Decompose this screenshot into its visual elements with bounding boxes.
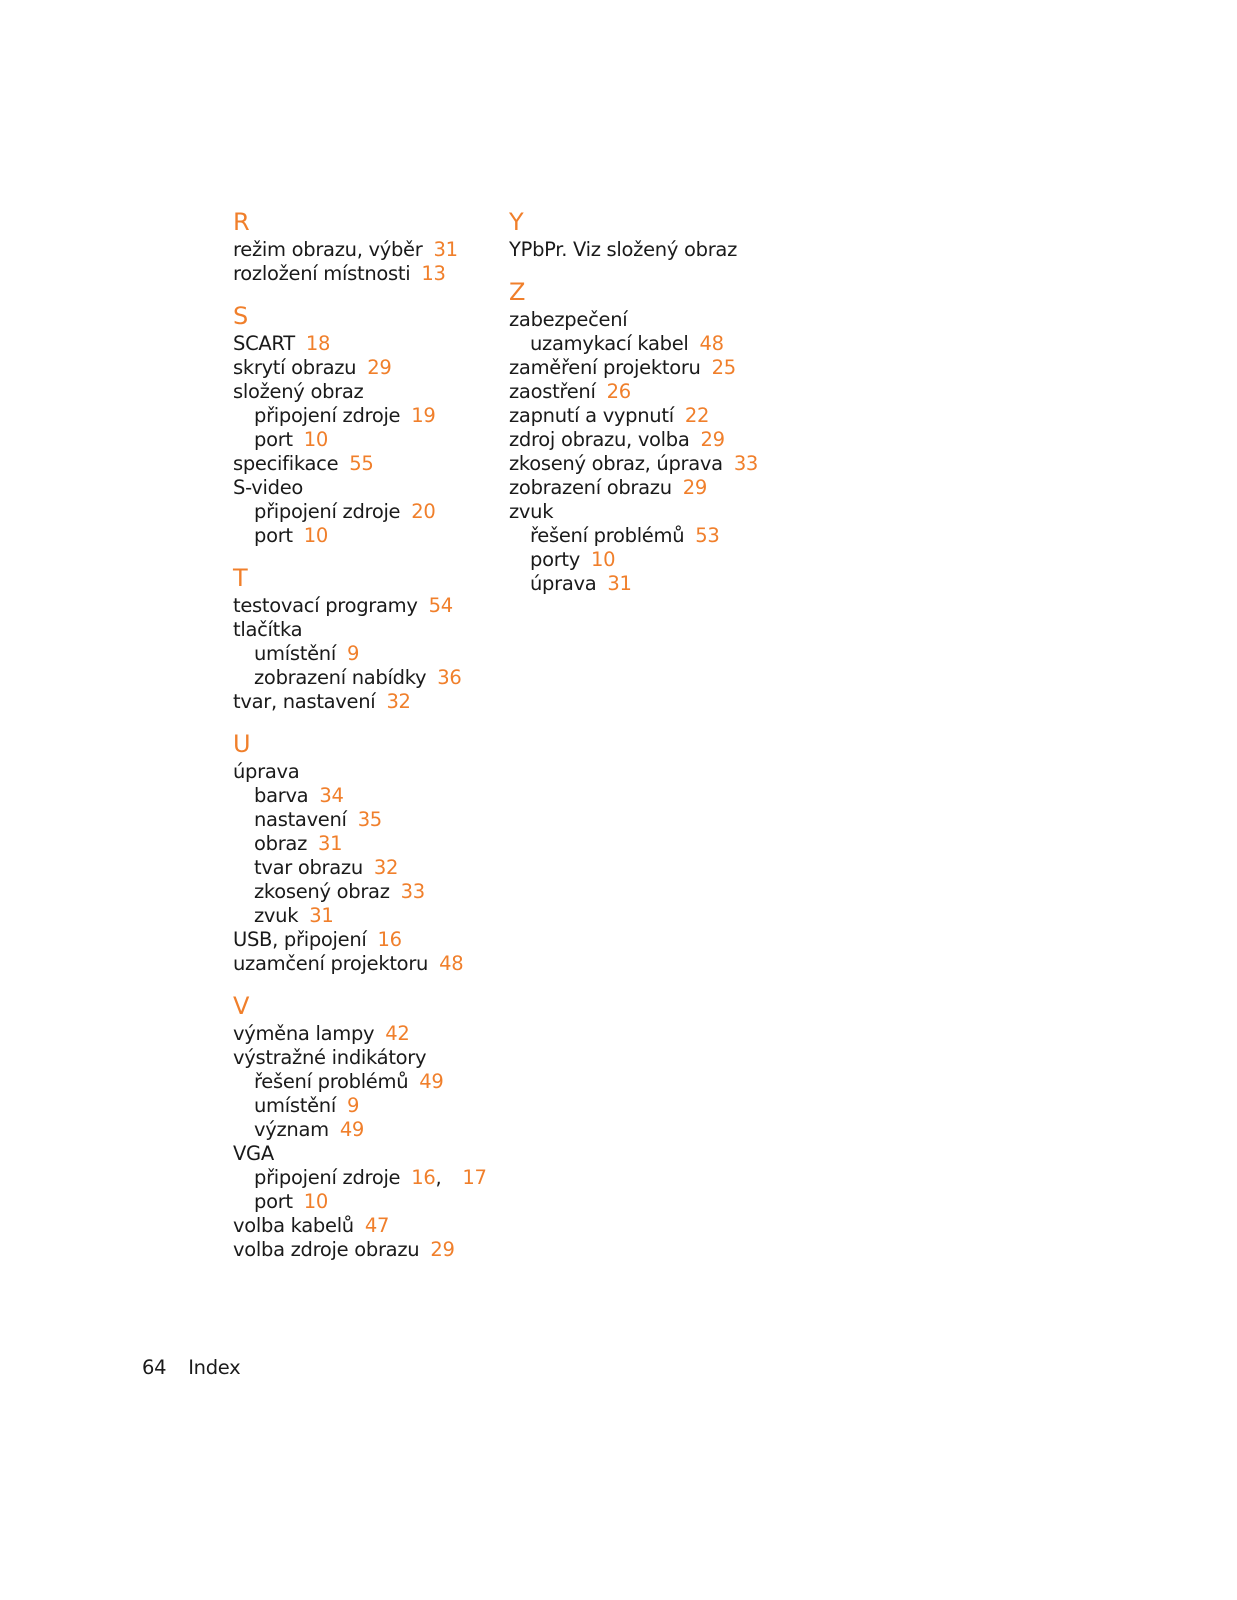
index-term: zvuk bbox=[509, 500, 554, 523]
index-term: zkosený obraz bbox=[254, 880, 390, 903]
index-entry bbox=[509, 404, 809, 428]
page-separator: , bbox=[435, 1166, 442, 1189]
index-subentry bbox=[233, 524, 498, 548]
page-reference-link[interactable]: 49 bbox=[339, 1118, 365, 1141]
page-reference-link[interactable]: 31 bbox=[318, 832, 343, 855]
index-entry bbox=[233, 476, 498, 500]
index-entry bbox=[233, 332, 498, 356]
page-reference-link[interactable]: 10 bbox=[591, 548, 616, 571]
index-entry bbox=[233, 1142, 498, 1166]
index-section-s bbox=[233, 302, 498, 548]
index-term: umístění bbox=[254, 642, 336, 665]
index-entry bbox=[233, 380, 498, 404]
index-entry bbox=[509, 238, 809, 262]
page-reference-link[interactable]: 47 bbox=[364, 1214, 390, 1237]
section-letter: Y bbox=[509, 208, 524, 236]
index-term: S-video bbox=[233, 476, 304, 499]
page-reference-link[interactable]: 29 bbox=[367, 356, 392, 379]
index-subentry bbox=[233, 808, 498, 832]
index-term: VGA bbox=[233, 1142, 274, 1165]
section-letter: Z bbox=[509, 278, 526, 306]
index-term: význam bbox=[254, 1118, 329, 1141]
index-term: uzamčení projektoru bbox=[233, 952, 429, 975]
index-term: USB, připojení bbox=[233, 928, 367, 951]
page-reference-link[interactable]: 31 bbox=[607, 572, 632, 595]
index-subentry bbox=[233, 1094, 498, 1118]
page-reference-link[interactable]: 19 bbox=[411, 404, 436, 427]
page-reference-link[interactable]: 16 bbox=[411, 1166, 436, 1189]
index-term: zdroj obrazu, volba bbox=[509, 428, 690, 451]
index-term: rozložení místnosti bbox=[233, 262, 411, 285]
index-subentry bbox=[509, 332, 809, 356]
page-reference-link[interactable]: 22 bbox=[684, 404, 710, 427]
page-reference-link[interactable]: 29 bbox=[700, 428, 725, 451]
index-subentry bbox=[233, 1190, 498, 1214]
index-entry bbox=[233, 952, 498, 976]
page-reference-link[interactable]: 32 bbox=[373, 856, 399, 879]
index-subentry bbox=[509, 572, 809, 596]
index-section-t bbox=[233, 564, 498, 714]
section-letter: S bbox=[233, 302, 249, 330]
index-term: port bbox=[254, 1190, 293, 1213]
index-term: YPbPr. Viz složený obraz bbox=[509, 238, 737, 261]
index-term: zkosený obraz, úprava bbox=[509, 452, 723, 475]
index-section-v bbox=[233, 992, 498, 1262]
index-term: umístění bbox=[254, 1094, 336, 1117]
index-entry bbox=[233, 928, 498, 952]
index-term: zobrazení obrazu bbox=[509, 476, 672, 499]
index-section-r bbox=[233, 208, 498, 286]
page-reference-link[interactable]: 29 bbox=[682, 476, 708, 499]
index-term: připojení zdroje bbox=[254, 1166, 401, 1189]
index-entry bbox=[509, 356, 809, 380]
page-reference-link[interactable]: 10 bbox=[303, 1190, 328, 1213]
index-entry bbox=[509, 380, 809, 404]
index-term: specifikace bbox=[233, 452, 339, 475]
page-reference-link[interactable]: 31 bbox=[309, 904, 334, 927]
page-reference-link[interactable]: 9 bbox=[346, 642, 360, 665]
index-entry bbox=[233, 262, 498, 286]
index-entry bbox=[233, 356, 498, 380]
section-letter: R bbox=[233, 208, 250, 236]
page-reference-link[interactable]: 53 bbox=[695, 524, 720, 547]
index-subentry bbox=[233, 666, 498, 690]
index-term: nastavení bbox=[254, 808, 347, 831]
section-letter: T bbox=[233, 564, 248, 592]
page-footer bbox=[142, 1356, 240, 1380]
index-term: připojení zdroje bbox=[254, 500, 401, 523]
index-subentry bbox=[233, 500, 498, 524]
index-term: výměna lampy bbox=[233, 1022, 375, 1045]
index-entry bbox=[233, 238, 498, 262]
index-term: úprava bbox=[530, 572, 597, 595]
page-reference-link[interactable]: 10 bbox=[303, 428, 328, 451]
page-reference-link[interactable]: 48 bbox=[439, 952, 464, 975]
index-term: tvar obrazu bbox=[254, 856, 363, 879]
page-reference-link[interactable]: 48 bbox=[699, 332, 724, 355]
index-subentry bbox=[233, 856, 498, 880]
page-reference-link[interactable]: 29 bbox=[430, 1238, 455, 1261]
index-column-left bbox=[233, 208, 498, 1278]
index-term: složený obraz bbox=[233, 380, 364, 403]
index-term: výstražné indikátory bbox=[233, 1046, 427, 1069]
index-term: skrytí obrazu bbox=[233, 356, 357, 379]
page-reference-link[interactable]: 16 bbox=[377, 928, 402, 951]
index-section-u bbox=[233, 730, 498, 976]
page-reference-link[interactable]: 31 bbox=[433, 238, 458, 261]
index-term: úprava bbox=[233, 760, 300, 783]
index-term: volba zdroje obrazu bbox=[233, 1238, 420, 1261]
index-entry bbox=[509, 500, 809, 524]
index-term: testovací programy bbox=[233, 594, 418, 617]
index-term: obraz bbox=[254, 832, 308, 855]
section-letter: U bbox=[233, 730, 251, 758]
page-reference-link[interactable]: 49 bbox=[419, 1070, 444, 1093]
page-reference-link[interactable]: 36 bbox=[437, 666, 462, 689]
page-reference-link[interactable]: 32 bbox=[386, 690, 411, 713]
index-term: port bbox=[254, 524, 293, 547]
index-entry bbox=[233, 760, 498, 784]
index-subentry bbox=[233, 428, 498, 452]
index-entry bbox=[233, 452, 498, 476]
index-term: SCART bbox=[233, 332, 295, 355]
index-entry bbox=[509, 452, 809, 476]
index-entry bbox=[233, 1022, 498, 1046]
index-entry bbox=[233, 594, 498, 618]
index-subentry bbox=[509, 548, 809, 572]
page-reference-link[interactable]: 13 bbox=[421, 262, 446, 285]
index-term: uzamykací kabel bbox=[530, 332, 689, 355]
page-reference-link[interactable]: 33 bbox=[733, 452, 759, 475]
page-reference-link[interactable]: 25 bbox=[711, 356, 736, 379]
page-reference-link[interactable]: 9 bbox=[346, 1094, 360, 1117]
page-reference-link[interactable]: 42 bbox=[385, 1022, 410, 1045]
index-entry bbox=[509, 476, 809, 500]
page-reference-link[interactable]: 18 bbox=[305, 332, 331, 355]
index-term: zobrazení nabídky bbox=[254, 666, 427, 689]
index-entry bbox=[233, 1046, 498, 1070]
index-subentry bbox=[233, 404, 498, 428]
index-section-z bbox=[509, 278, 809, 596]
index-entry bbox=[233, 1238, 498, 1262]
page-reference-link[interactable]: 35 bbox=[357, 808, 382, 831]
page-title: Index bbox=[188, 1356, 241, 1379]
index-subentry bbox=[233, 1166, 498, 1190]
index-subentry bbox=[233, 1118, 498, 1142]
index-term: zaměření projektoru bbox=[509, 356, 701, 379]
page-reference-link[interactable]: 55 bbox=[349, 452, 374, 475]
page-reference-link[interactable]: 54 bbox=[428, 594, 453, 617]
index-section-y bbox=[509, 208, 809, 262]
index-term: řešení problémů bbox=[530, 524, 685, 547]
page-number: 64 bbox=[142, 1356, 167, 1379]
index-entry bbox=[233, 1214, 498, 1238]
index-term: volba kabelů bbox=[233, 1214, 354, 1237]
index-term: tlačítka bbox=[233, 618, 303, 641]
page-reference-link[interactable]: 17 bbox=[462, 1166, 487, 1189]
index-term: tvar, nastavení bbox=[233, 690, 376, 713]
index-term: připojení zdroje bbox=[254, 404, 401, 427]
index-subentry bbox=[233, 832, 498, 856]
index-term: zabezpečení bbox=[509, 308, 628, 331]
page-reference-link[interactable]: 20 bbox=[411, 500, 436, 523]
index-subentry bbox=[233, 1070, 498, 1094]
index-subentry bbox=[233, 880, 498, 904]
index-term: zapnutí a vypnutí bbox=[509, 404, 674, 427]
page-reference-link[interactable]: 33 bbox=[400, 880, 425, 903]
index-entry bbox=[509, 308, 809, 332]
index-term: zvuk bbox=[254, 904, 299, 927]
index-term: barva bbox=[254, 784, 309, 807]
index-entry bbox=[233, 690, 498, 714]
page-reference-link[interactable]: 10 bbox=[303, 524, 328, 547]
index-subentry bbox=[233, 904, 498, 928]
index-term: port bbox=[254, 428, 293, 451]
index-term: režim obrazu, výběr bbox=[233, 238, 423, 261]
index-column-right bbox=[509, 208, 809, 612]
index-term: porty bbox=[530, 548, 581, 571]
index-term: řešení problémů bbox=[254, 1070, 409, 1093]
page-reference-link[interactable]: 26 bbox=[606, 380, 631, 403]
section-letter: V bbox=[233, 992, 250, 1020]
index-entry bbox=[233, 618, 498, 642]
index-term: zaostření bbox=[509, 380, 596, 403]
index-subentry bbox=[233, 642, 498, 666]
index-subentry bbox=[233, 784, 498, 808]
page-reference-link[interactable]: 34 bbox=[319, 784, 344, 807]
index-entry bbox=[509, 428, 809, 452]
index-subentry bbox=[509, 524, 809, 548]
